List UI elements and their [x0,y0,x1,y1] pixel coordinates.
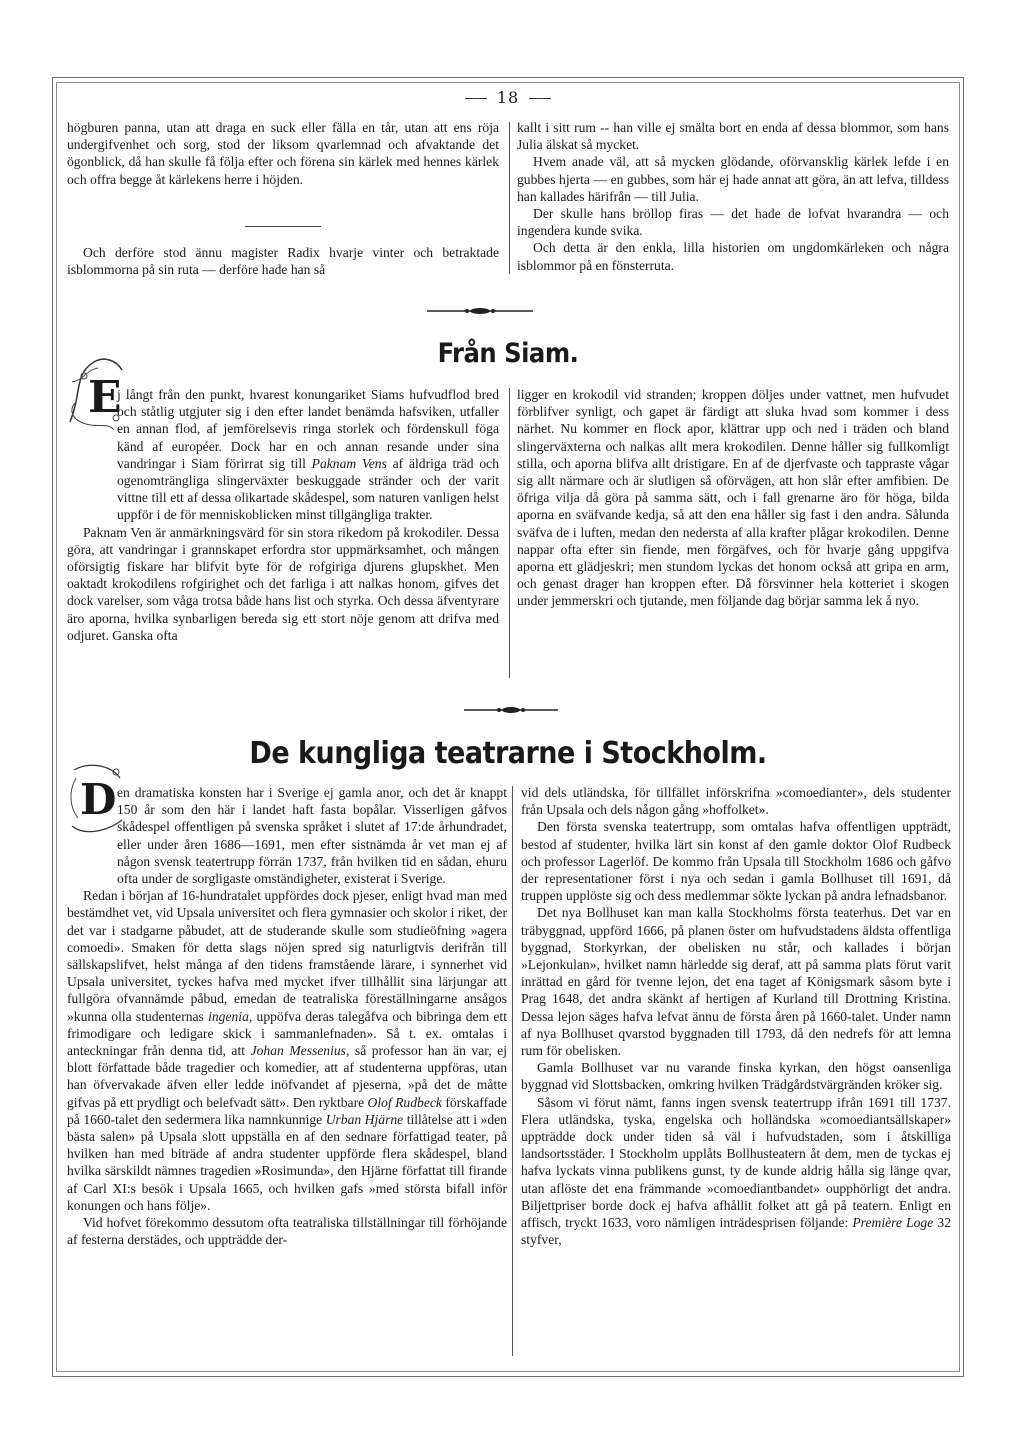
paragraph-intro: en dramatiska konsten har i Sverige ej gamla anor, och det är knappt 150 år som den här i landet haft fasta bopålar. Visserligen gåfvos skådespel offentligen på svenska språket i slutet af 17:de århundradet, eller under åren 1686—1691, men efter sistnämda år vet man ej af någon svensk teatertrupp förrän 1737, från hvilken tid en sådan, ehuru ofta under de sorgligaste omständigheter, existerat i Sverige. [117,785,507,887]
paragraph: Der skulle hans bröllop firas — det hade de lofvat hvarandra — och ingendera kunde svika. [517,206,949,239]
article-title-siam: Från Siam. [437,338,579,369]
paragraph: Och detta är den enkla, lilla historien om ungdomkärleken och några isblommor på en fönsterruta. [517,240,949,273]
paragraph-intro: j långt från den punkt, hvarest konungariket Siams hufvudflod bred och ståtlig utgjuter sig i den efter landet benämda hafsviken, utfaller en annan flod, af jemförelsevis ringa storlek och fördenskull föga känd af européer. Dock har en och annan resande under sina vandringar i Siam förirrat sig till Paknam Vens af äldriga träd och ogenomträngliga slingerväxter beskuggade stränder och der varit vittne till ett af dessa olikartade skådespel, som naturen vanligen helst uppför i de för menniskoblicken minst tillgängliga trakter. [117,387,499,523]
section-rule [245,226,321,227]
story-end-right-column [517,119,949,274]
paragraph: Vid hofvet förekommo dessutom ofta teatraliska tillställningar till förhöjande af festerna derstädes, och uppträdde der- [67,1215,507,1248]
paragraph: Såsom vi förut nämt, fanns ingen svensk teatertrupp ifrån 1691 till 1737. Flera utländska, tyska, engelska och holländska »comoediantsällskaper» uppträdde dock under tiden så väl i hufvudstaden, som i åtskilliga landsortsstäder. I Stockholm upplåts Bollhusteatern åt dem, men de tyckas ej hafva lyckats vinna publikens gunst, ty de kunde aldrig hålla sig länge qvar, utan aflöste det ena främmande »comoediantbandet» oupphörligt det andra. Biljettpriser borde dock ej hafva afhållit folket att gå på teatern. Enligt en affisch, tryckt 1633, voro nämligen inträdesprisen följande: Première Loge 32 styfver, [521,1094,951,1248]
column-divider [512,786,513,1356]
paragraph: vid dels utländska, för tillfället införskrifna »comoedianter», dels studenter från Upsala och dels någon gång »hoffolket». [521,785,951,818]
dropcap-letter: E [88,372,122,423]
siam-left-column [67,386,499,644]
paragraph: Paknam Ven är anmärkningsvärd för sin stora rikedom på krokodiler. Dessa göra, att vandringar i grannskapet erfordra stor uppmärksamhet, och mången oförsigtig fiskare har blifvit byte för de rofgiriga djurens glupskhet. Men oaktadt krokodilens rofgirighet och det farliga i att nalkas honom, gifves det dock varelser, som våga trotsa både hans list och styrka. Och dessa äfventyrare äro aporna, hvilka synbarligen bereda sig ett stort nöje genom att drifva med odjuret. Ganska ofta [67,524,499,643]
paragraph: Gamla Bollhuset var nu varande finska kyrkan, den högst oansenliga byggnad vid Slottsbacken, omkring hvilken Trädgårdstvärgränden kröker sig. [521,1060,951,1093]
theatres-left-column [67,784,507,1248]
paragraph: Redan i början af 16-hundratalet uppfördes dock pjeser, enligt hvad man med bestämdhet vet, vid Upsala universitet och flera gymnasier och skolor i riket, der det var i stadgarne påbudet, att de studerande skulle som studieöfning »agera comoedi». Smaken för detta slags nöjen spred sig naturligtvis derifrån till sällskapslifvet, helst många af den tidens framstående lärare, i synnerhet vid Upsala universitet, tyckes hafva med mycket ifver tillhållit sina lärjungar att fullgöra ofvannämde påbud, emedan de teatraliska föreställningarne ansågos »kunna olla studenternas ingenia, uppöfva deras talegåfva och bibringa dem ett frimodigare och ledigare skick i sammanlefnaden». Så t. ex. omtalas i anteckningar från denna tid, att Johan Messenius, så professor han än var, ej blott författade både tragedier och komedier, att af studenterna uppföras, utan han öfvervakade äfven eller ledde inöfvandet af pjeserna, »på det de måtte gifvas på ett prydligt och belefvadt sätt». Den ryktbare Olof Rudbeck förskaffade på 1660-talet den sedermera lika namnkunnige Urban Hjärne tillåtelse att i »den bästa salen» på Upsala slott uppställa en af den sednare författigad teater, på hvilken han med biträde af andra studenter uppförde flera skådespel, bland hvilka särskildt nämnes tragedien »Rosimunda», den Hjärne författat till firande af Carl XI:s besök i Upsala 1665, och hvilken gafs »med största bifall inför konungen och hans följe». [67,888,507,1213]
column-divider [509,122,510,274]
paragraph: högburen panna, utan att draga en suck eller fälla en tår, utan att ens röja undergifvenhet och sorg, stod der liksom qvarlemnad och afvaktande det ögonblick, då han skulle få följa efter och förena sin kärlek med hennes kärlek och offra begge åt kärlekens herre i höjden. [67,120,499,187]
paragraph: Hvem anade väl, att så mycken glödande, oförvansklig kärlek lefde i en gubbes hjerta — en gubbes, som här ej hade annat att göra, än att lefva, tilldess han kallades härifrån — till Julia. [517,154,949,204]
story-end-left-column [67,119,499,188]
column-divider [509,388,510,678]
dropcap-letter: D [80,775,117,824]
page-number [0,88,1016,107]
story-end-left-column-b [67,244,499,278]
paragraph: Och derföre stod ännu magister Radix hvarje vinter och betraktade isblommorna på sin ruta — derföre hade han så [67,245,499,278]
paragraph: ligger en krokodil vid stranden; kroppen döljes under vattnet, men hufvudet förblifver synligt, och gapet är färdigt att sluka hvad som kommer i dess närhet. Nu kommer en flock apor, klättrar upp och ned i träden och bland slingerväxterna och nalkas allt mera krokodilen. Denne håller sig fullkomligt stilla, och aporna blifva allt dristigare. En af de djerfvaste och tappraste vågar sig allt närmare och är slutligen så oförvägen, att hon slår efter amfibien. De öfriga vilja då göra på samma sätt, och i fall grenarne äro för höga, bilda aporna en sväfvande kedja, så att den ena håller sig fast i den andra. Sålunda sväfva de i luften, medan den nedersta af alla krafter plågar krokodilen. Denne nappar ofta efter sin fiende, men förgäfves, och för hvarje gång uppgifva aporna ett glädjeskri; men stundom lyckas det honom också att gripa en arm, och genast drager han kroppen efter. Då försvinner hela kotteriet i skogen under jemmerskri och tjutande, men följande dag börjar samma lek å nyo. [517,387,949,609]
ornament-divider [462,704,560,716]
theatres-right-column [521,784,951,1248]
page-number-text: 18 [496,88,520,107]
ornament-divider [425,304,535,318]
paragraph: Det nya Bollhuset kan man kalla Stockholms första teaterhus. Det var en träbyggnad, uppförd 1666, på planen öster om hufvudstadens äldsta offentliga byggnad, Storkyrkan, der obelisken nu står, och kallades i början »Lejonkulan», hvilket namn härledde sig deraf, att på samma plats förut varit inrättad en gård för tvenne lejon, det ena taget af Königsmark såsom byte i Prag 1648, det andra skänkt af hertigen af Kurland till Drottning Kristina. Dessa lejon säges hafva lefvat ännu de första åren på 1660-talet. Under namn af nya Bollhuset qvarstod byggnaden till 1793, då den nedrefs för att lemna rum för obelisken. [521,905,951,1059]
article-title-theatres: De kungliga teatrarne i Stockholm. [249,736,767,771]
paragraph: Den första svenska teatertrupp, som omtalas hafva offentligen uppträdt, bestod af studenter, hvilka lärt sin konst af den gamle doktor Olof Rudbeck och professor Lagerlöf. De kommo från Upsala till Stockholm 1686 och gåfvo der representationer först i nya och sedan i gamla Bollhuset till 1691, då truppen upplöste sig och dess medlemmar sökte lyckan på andra lefnadsbanor. [521,819,951,904]
siam-right-column [517,386,949,610]
paragraph: kallt i sitt rum -- han ville ej smälta bort en enda af dessa blommor, som hans Julia älskat så mycket. [517,120,949,153]
